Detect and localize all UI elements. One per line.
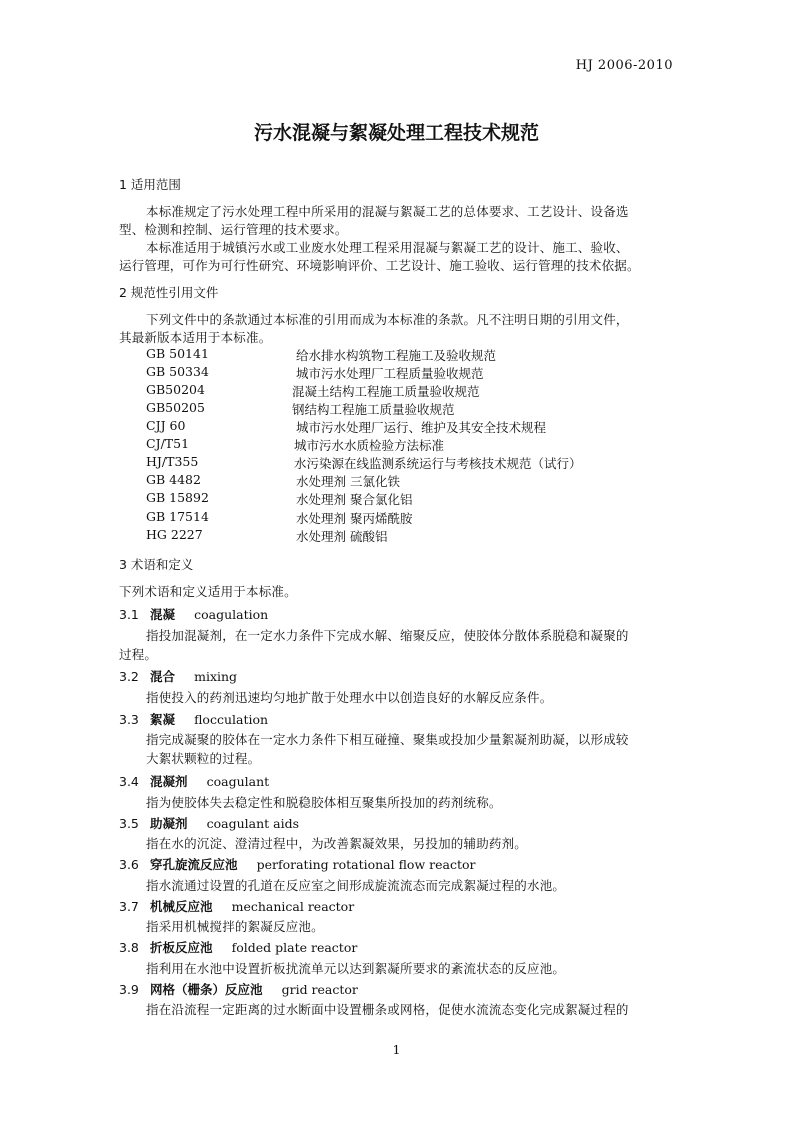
- reference-name: 给水排水构筑物工程施工及验收规范: [296, 348, 497, 363]
- term-english: perforating rotational flow reactor: [256, 857, 476, 872]
- paragraph-line: 本标准规定了污水处理工程中所采用的混凝与絮凝工艺的总体要求、工艺设计、设备选: [146, 204, 629, 219]
- reference-code: GB 17514: [146, 509, 209, 524]
- reference-code: GB 50334: [146, 364, 209, 379]
- page-title: 污水混凝与絮凝处理工程技术规范: [253, 122, 539, 144]
- term-chinese: 折板反应池: [149, 940, 213, 955]
- reference-name: 水处理剂 聚丙烯酰胺: [296, 511, 413, 526]
- term-chinese: 穿孔旋流反应池: [149, 857, 238, 872]
- term-english: mechanical reactor: [231, 899, 355, 914]
- term-english: coagulant aids: [206, 816, 299, 831]
- term-number: 3.3: [119, 712, 139, 727]
- reference-code: GB50204: [146, 382, 205, 397]
- definition-line: 指在沿流程一定距离的过水断面中设置栅条或网格，促使水流流态变化完成絮凝过程的: [146, 1002, 629, 1017]
- definition-line: 指为使胶体失去稳定性和脱稳胶体相互聚集所投加的药剂统称。: [146, 795, 502, 810]
- paragraph-line: 型、检测和控制、运行管理的技术要求。: [119, 222, 348, 237]
- definition-line: 指水流通过设置的孔道在反应室之间形成旋流流态而完成絮凝过程的水池。: [146, 878, 566, 893]
- reference-name: 混凝土结构工程施工质量验收规范: [292, 384, 480, 399]
- term-chinese: 网格（栅条）反应池: [149, 982, 263, 997]
- term-heading: [119, 896, 354, 915]
- term-english: coagulant: [206, 774, 270, 789]
- reference-code: HJ/T355: [146, 454, 199, 469]
- definition-line: 指使投入的药剂迅速均匀地扩散于处理水中以创造良好的水解反应条件。: [146, 690, 553, 705]
- reference-code: CJJ 60: [146, 418, 186, 433]
- term-heading: [119, 604, 268, 623]
- section-heading-2: 2 规范性引用文件: [119, 285, 219, 300]
- paragraph-line: 其最新版本适用于本标准。: [119, 330, 272, 345]
- term-english: mixing: [194, 669, 238, 684]
- term-number: 3.6: [119, 857, 139, 872]
- reference-code: GB 50141: [146, 346, 209, 361]
- term-number: 3.1: [119, 607, 139, 622]
- reference-code: GB 15892: [146, 490, 209, 505]
- term-chinese: 絮凝: [149, 712, 175, 727]
- reference-code: HG 2227: [146, 527, 203, 542]
- term-number: 3.7: [119, 899, 139, 914]
- definition-line: 指投加混凝剂，在一定水力条件下完成水解、缩聚反应，使胶体分散体系脱稳和凝聚的: [146, 628, 629, 643]
- term-number: 3.4: [119, 774, 139, 789]
- term-chinese: 混凝剂: [149, 774, 188, 789]
- reference-name: 城市污水水质检验方法标准: [294, 438, 445, 453]
- definition-line: 指在水的沉淀、澄清过程中，为改善絮凝效果，另投加的辅助药剂。: [146, 836, 528, 851]
- definition-line: 指完成凝聚的胶体在一定水力条件下相互碰撞、聚集或投加少量絮凝剂助凝，以形成较: [146, 732, 629, 747]
- reference-name: 水处理剂 聚合氯化铝: [296, 492, 413, 507]
- term-heading: [119, 813, 299, 832]
- section-heading-1: 1 适用范围: [119, 177, 181, 192]
- reference-code: CJ/T51: [146, 436, 190, 451]
- reference-name: 水污染源在线监测系统运行与考核技术规范（试行）: [294, 456, 582, 471]
- paragraph-line: 下列术语和定义适用于本标准。: [119, 584, 297, 599]
- definition-line: 指采用机械搅拌的絮凝反应池。: [146, 919, 324, 934]
- reference-name: 城市污水处理厂运行、维护及其安全技术规程: [296, 420, 547, 435]
- definition-line: 指利用在水池中设置折板扰流单元以达到絮凝所要求的紊流状态的反应池。: [146, 961, 566, 976]
- term-heading: [119, 666, 237, 685]
- term-number: 3.2: [119, 669, 139, 684]
- term-number: 3.5: [119, 816, 139, 831]
- term-heading: [119, 709, 268, 728]
- section-heading-3: 3 术语和定义: [119, 557, 194, 572]
- term-english: grid reactor: [281, 982, 358, 997]
- term-number: 3.9: [119, 982, 139, 997]
- reference-name: 水处理剂 硫酸铝: [296, 529, 388, 544]
- term-chinese: 助凝剂: [149, 816, 188, 831]
- term-heading: [119, 771, 269, 790]
- term-chinese: 混合: [149, 669, 175, 684]
- paragraph-line: 本标准适用于城镇污水或工业废水处理工程采用混凝与絮凝工艺的设计、施工、验收、: [146, 240, 629, 255]
- term-number: 3.8: [119, 940, 139, 955]
- term-english: flocculation: [194, 712, 269, 727]
- term-heading: [119, 937, 357, 956]
- reference-name: 城市污水处理厂工程质量验收规范: [296, 366, 484, 381]
- document-code: HJ 2006-2010: [575, 58, 673, 73]
- page-number: 1: [392, 1042, 401, 1057]
- definition-line: 大絮状颗粒的过程。: [146, 751, 261, 766]
- term-heading: [119, 854, 475, 873]
- term-english: folded plate reactor: [231, 940, 358, 955]
- reference-code: GB50205: [146, 400, 205, 415]
- term-english: coagulation: [194, 607, 269, 622]
- paragraph-line: 下列文件中的条款通过本标准的引用而成为本标准的条款。凡不注明日期的引用文件，: [146, 312, 629, 327]
- term-chinese: 机械反应池: [149, 899, 213, 914]
- term-chinese: 混凝: [149, 607, 175, 622]
- definition-line: 过程。: [119, 647, 158, 662]
- reference-name: 钢结构工程施工质量验收规范: [292, 402, 455, 417]
- paragraph-line: 运行管理，可作为可行性研究、环境影响评价、工艺设计、施工验收、运行管理的技术依据。: [119, 258, 640, 273]
- reference-name: 水处理剂 三氯化铁: [296, 474, 400, 489]
- reference-code: GB 4482: [146, 472, 201, 487]
- term-heading: [119, 979, 358, 998]
